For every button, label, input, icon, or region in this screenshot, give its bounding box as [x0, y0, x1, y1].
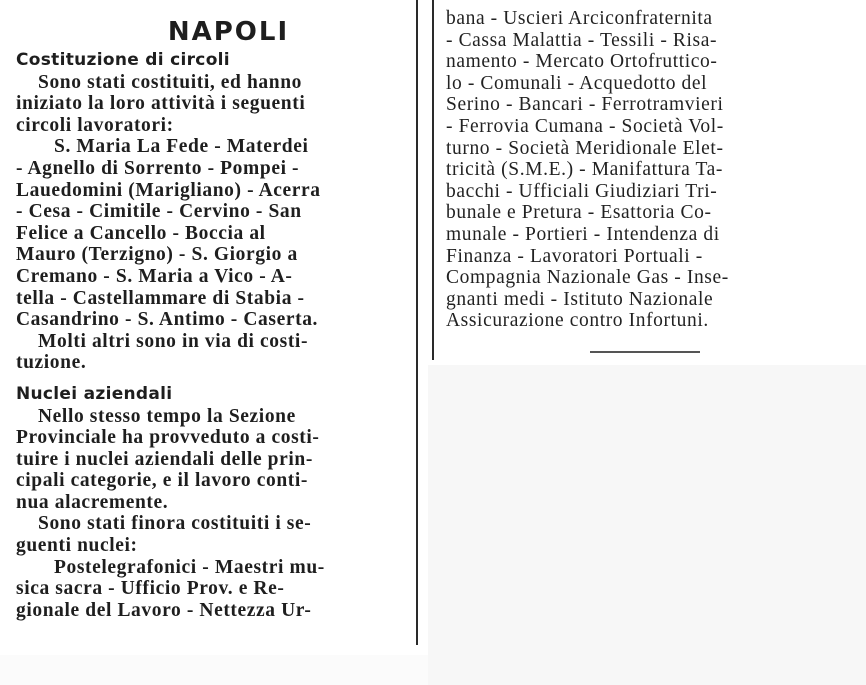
right-column — [446, 0, 846, 332]
text-line: Lauedomini (Marigliano) - Acerra — [16, 179, 321, 201]
text-line: Compagnia Nazionale Gas - Inse- — [446, 267, 729, 289]
text-line: tella - Castellammare di Stabia - — [16, 287, 305, 309]
text-line: Serino - Bancari - Ferrotramvieri — [446, 94, 724, 116]
section-title-circoli: Costituzione di circoli — [16, 50, 230, 70]
text-line: turno - Società Meridionale Elet- — [446, 137, 724, 159]
text-line: tricità (S.M.E.) - Manifattura Ta- — [446, 159, 723, 181]
text-line: Mauro (Terzigno) - S. Giorgio a — [16, 244, 298, 266]
text-line: Cremano - S. Maria a Vico - A- — [16, 265, 293, 287]
text-line: tuzione. — [16, 352, 87, 374]
text-line: Casandrino - S. Antimo - Caserta. — [16, 309, 319, 331]
text-line: guenti nuclei: — [16, 535, 138, 557]
text-line: gionale del Lavoro - Nettezza Ur- — [16, 599, 312, 621]
text-line: - Cassa Malattia - Tessili - Risa- — [446, 29, 718, 51]
text-line: Molti altri sono in via di costi- — [38, 330, 309, 352]
blank-paper-strip — [0, 655, 428, 685]
text-line: Postelegrafonici - Maestri mu- — [54, 556, 325, 578]
text-line: tuire i nuclei aziendali delle prin- — [16, 448, 313, 470]
text-line: Provinciale ha provveduto a costi- — [16, 427, 320, 449]
text-line: Nello stesso tempo la Sezione — [38, 405, 296, 427]
headline: NAPOLI — [167, 17, 290, 47]
text-line: Sono stati costituiti, ed hanno — [38, 71, 303, 93]
blank-paper-area — [428, 365, 866, 685]
text-line: - Cesa - Cimitile - Cervino - San — [16, 201, 302, 223]
text-line: nua alacremente. — [16, 491, 169, 513]
text-line: munale - Portieri - Intendenza di — [446, 223, 720, 245]
text-line: S. Maria La Fede - Materdei — [54, 136, 309, 158]
article-end-rule — [590, 351, 700, 353]
text-line: Finanza - Lavoratori Portuali - — [446, 245, 703, 267]
text-line: circoli lavoratori: — [16, 114, 174, 136]
text-line: bunale e Pretura - Esattoria Co- — [446, 202, 712, 224]
text-line: Felice a Cancello - Boccia al — [16, 222, 266, 244]
text-line: - Agnello di Sorrento - Pompei - — [16, 157, 300, 179]
text-line: iniziato la loro attività i seguenti — [16, 93, 306, 115]
column-rule-right — [432, 0, 434, 360]
text-line: bana - Uscieri Arciconfraternita — [446, 8, 713, 29]
section-title-nuclei: Nuclei aziendali — [16, 383, 173, 404]
text-line: Assicurazione contro Infortuni. — [446, 310, 709, 332]
column-rule-left — [416, 0, 418, 645]
left-column — [16, 0, 411, 621]
text-line: namento - Mercato Ortofruttico- — [446, 51, 718, 73]
text-line: Sono stati finora costituiti i se- — [38, 513, 312, 535]
text-line: - Ferrovia Cumana - Società Vol- — [446, 115, 724, 137]
text-line: bacchi - Ufficiali Giudiziari Tri- — [446, 180, 718, 202]
text-line: cipali categorie, e il lavoro conti- — [16, 470, 309, 492]
text-line: sica sacra - Ufficio Prov. e Re- — [16, 578, 285, 600]
text-line: lo - Comunali - Acquedotto del — [446, 72, 708, 94]
text-line: gnanti medi - Istituto Nazionale — [446, 288, 714, 310]
